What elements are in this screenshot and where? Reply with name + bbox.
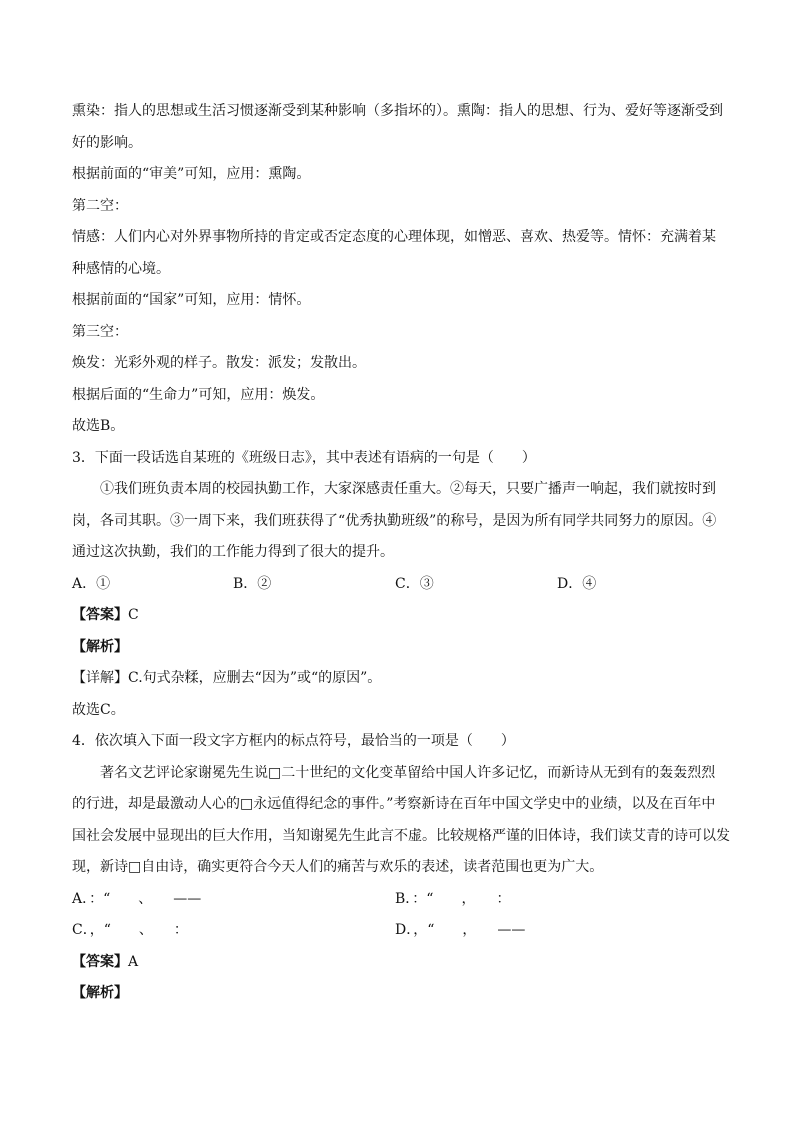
answer-tag: 【答案】 — [72, 953, 128, 970]
text-line: 种感情的心境。 — [72, 260, 170, 277]
question-3-passage: 通过这次执勤，我们的工作能力得到了很大的提升。 — [72, 544, 394, 560]
answer-value: A — [128, 953, 139, 970]
text-line: 根据前面的“审美”可知，应用：熏陶。 — [72, 166, 311, 182]
option-b: B．② — [233, 575, 272, 592]
text-line: 第二空： — [72, 197, 128, 214]
option-d: D．，“ ， —— — [395, 922, 526, 938]
option-c: C．，“ 、 ： — [72, 922, 188, 938]
answer-tag: 【答案】 — [72, 607, 128, 623]
text-line: 根据后面的“生命力”可知，应用：焕发。 — [72, 386, 325, 403]
question-4-stem: 4．依次填入下面一段文字方框内的标点符号，最恰当的一项是（ ） — [72, 733, 515, 749]
question-4-passage: 著名文艺评论家谢冕先生说□二十世纪的文化变革留给中国人许多记忆，而新诗从无到有的轰轰烈烈 — [100, 764, 716, 781]
question-3-stem: 3．下面一段话选自某班的《班级日志》，其中表述有语病的一句是（ ） — [72, 449, 536, 466]
text-line: 熏染：指人的思想或生活习惯逐渐受到某种影响（多指坏的）。熏陶：指人的思想、行为、爱好等逐渐受到 — [72, 103, 723, 119]
question-4-passage: 的行进，却是最激动人心的□永远值得纪念的事件。”考察新诗在百年中国文学史中的业绩，以及在百年中 — [72, 796, 716, 812]
analysis-tag: 【解析】 — [72, 985, 128, 1001]
option-d: D．④ — [557, 575, 597, 592]
conclusion-line: 故选B。 — [72, 418, 125, 434]
question-3-passage: 岗，各司其职。③一周下来，我们班获得了“优秀执勤班级”的称号，是因为所有同学共同努力的原因。④ — [72, 512, 717, 529]
question-3-options — [72, 569, 732, 601]
page-content — [72, 96, 732, 1010]
question-4-passage: 国社会发展中显现出的巨大作用，当知谢冕先生此言不虚。比较规格严谨的旧体诗，我们读艾青的诗可以发 — [72, 827, 730, 844]
detail-tag: 【详解】 — [72, 670, 128, 686]
answer-value: C — [128, 607, 139, 623]
analysis-line — [72, 978, 732, 1010]
detail-text: C.句式杂糅，应删去“因为”或“的原因”。 — [128, 670, 382, 686]
text-line: 焕发：光彩外观的样子。散发：派发；发散出。 — [72, 355, 366, 371]
answer-line — [72, 600, 732, 632]
option-a: A．① — [72, 575, 111, 592]
text-line: 情感：人们内心对外界事物所持的肯定或否定态度的心理体现，如憎恶、喜欢、热爱等。情怀：充满着某 — [72, 229, 716, 245]
answer-line — [72, 947, 732, 979]
text-line: 根据前面的“国家”可知，应用：情怀。 — [72, 292, 311, 308]
analysis-line — [72, 632, 732, 664]
question-4-passage: 现，新诗□自由诗，确实更符合今天人们的痛苦与欢乐的表述，读者范围也更为广大。 — [72, 859, 604, 875]
text-line: 好的影响。 — [72, 134, 142, 151]
question-4-options-row-2 — [72, 915, 732, 947]
analysis-tag: 【解析】 — [72, 638, 128, 655]
text-line: 第三空： — [72, 323, 128, 340]
option-a: A．：“ 、 —— — [72, 890, 202, 907]
question-3-passage: ①我们班负责本周的校园执勤工作，大家深感责任重大。②每天，只要广播声一响起，我们就按时到 — [100, 481, 716, 497]
option-c: C．③ — [395, 575, 434, 592]
conclusion-line: 故选C。 — [72, 701, 125, 718]
option-b: B．：“ ， ： — [395, 890, 511, 907]
question-4-options-row-1 — [72, 884, 732, 916]
detail-line — [72, 663, 732, 695]
